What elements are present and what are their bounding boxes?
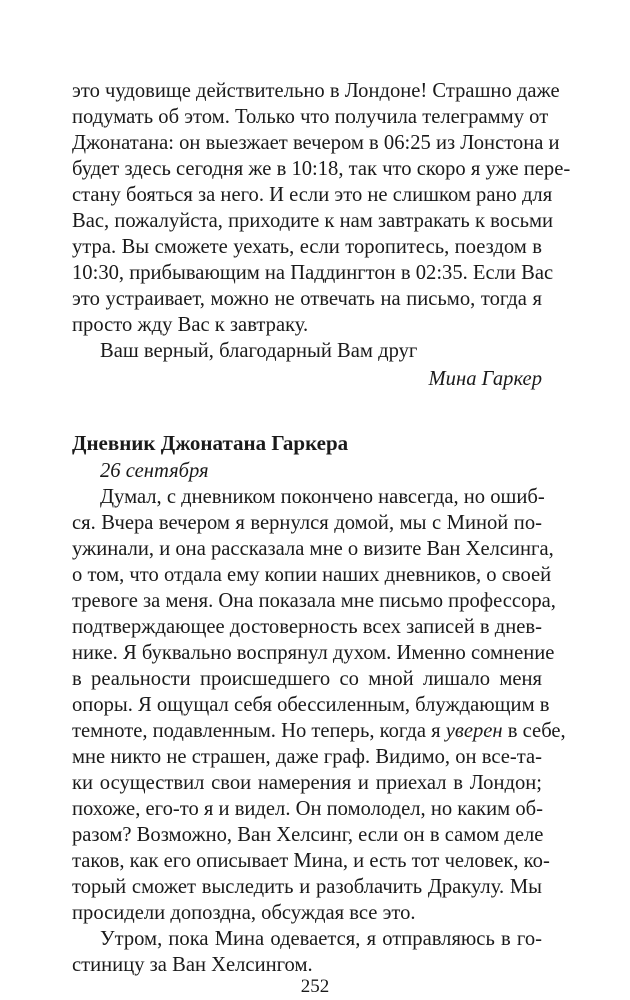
letter-line: это устраивает, можно не отвечать на письмо, тогда я (72, 288, 542, 310)
letter-line: стану бояться за него. И если это не слишком рано для (72, 184, 553, 206)
page-number: 252 (300, 976, 330, 997)
diary-text: в себе, (507, 720, 566, 742)
diary-line: просидели допоздна, обсуждая все это. (72, 902, 416, 924)
diary-line: таков, как его описывает Мина, и есть тот человек, ко- (72, 850, 550, 872)
letter-closing: Ваш верный, благодарный Вам друг (100, 340, 418, 362)
diary-line: разом? Возможно, Ван Хелсинг, если он в самом деле (72, 824, 544, 846)
diary-line: ся. Вчера вечером я вернулся домой, мы с Миной по- (72, 512, 542, 534)
emphasis-word: уверен (445, 720, 503, 742)
letter-line: это чудовище действительно в Лондоне! Страшно даже (72, 80, 560, 102)
letter-line: Вас, пожалуйста, приходите к нам завтракать к восьми (72, 210, 554, 232)
diary-line: Утром, пока Мина одевается, я отправляюсь в го- (100, 928, 542, 950)
diary-line: опоры. Я ощущал себя обессиленным, блуждающим в (72, 694, 550, 716)
diary-line: нике. Я буквально воспрянул духом. Именно сомнение (72, 642, 555, 664)
letter-signature: Мина Гаркер (428, 368, 542, 390)
diary-text: темноте, подавленным. Но теперь, когда я (72, 720, 441, 742)
letter-line: будет здесь сегодня же в 10:18, так что скоро я уже пере- (72, 158, 571, 180)
diary-line: мне никто не страшен, даже граф. Видимо, он все-та- (72, 746, 542, 768)
diary-line: ки осуществил свои намерения и приехал в Лондон; (72, 772, 542, 794)
diary-date: 26 сентября (100, 460, 209, 482)
diary-line: стиницу за Ван Хелсингом. (72, 954, 313, 976)
diary-line: в реальности происшедшего со мной лишало меня (72, 668, 542, 690)
letter-line: подумать об этом. Только что получила телеграмму от (72, 106, 549, 128)
diary-line: похоже, его-то я и видел. Он помолодел, но каким об- (72, 798, 543, 820)
section-heading: Дневник Джонатана Гаркера (72, 431, 349, 455)
diary-line: тревоге за меня. Она показала мне письмо профессора, (72, 590, 556, 612)
letter-line: 10:30, прибывающим на Паддингтон в 02:35. Если Вас (72, 262, 554, 284)
letter-line: просто жду Вас к завтраку. (72, 314, 309, 336)
diary-line: торый сможет выследить и разоблачить Дракулу. Мы (72, 876, 542, 898)
letter-line: Джонатана: он выезжает вечером в 06:25 из Лонстона и (72, 132, 560, 154)
diary-line: ужинали, и она рассказала мне о визите Ван Хелсинга, (72, 538, 554, 560)
letter-line: утра. Вы сможете уехать, если торопитесь, поездом в (72, 236, 542, 258)
diary-line: о том, что отдала ему копии наших дневников, о своей (72, 564, 552, 586)
diary-line (72, 718, 566, 744)
diary-line: подтверждающее достоверность всех записей в днев- (72, 616, 542, 638)
diary-line: Думал, с дневником покончено навсегда, но ошиб- (100, 486, 545, 508)
